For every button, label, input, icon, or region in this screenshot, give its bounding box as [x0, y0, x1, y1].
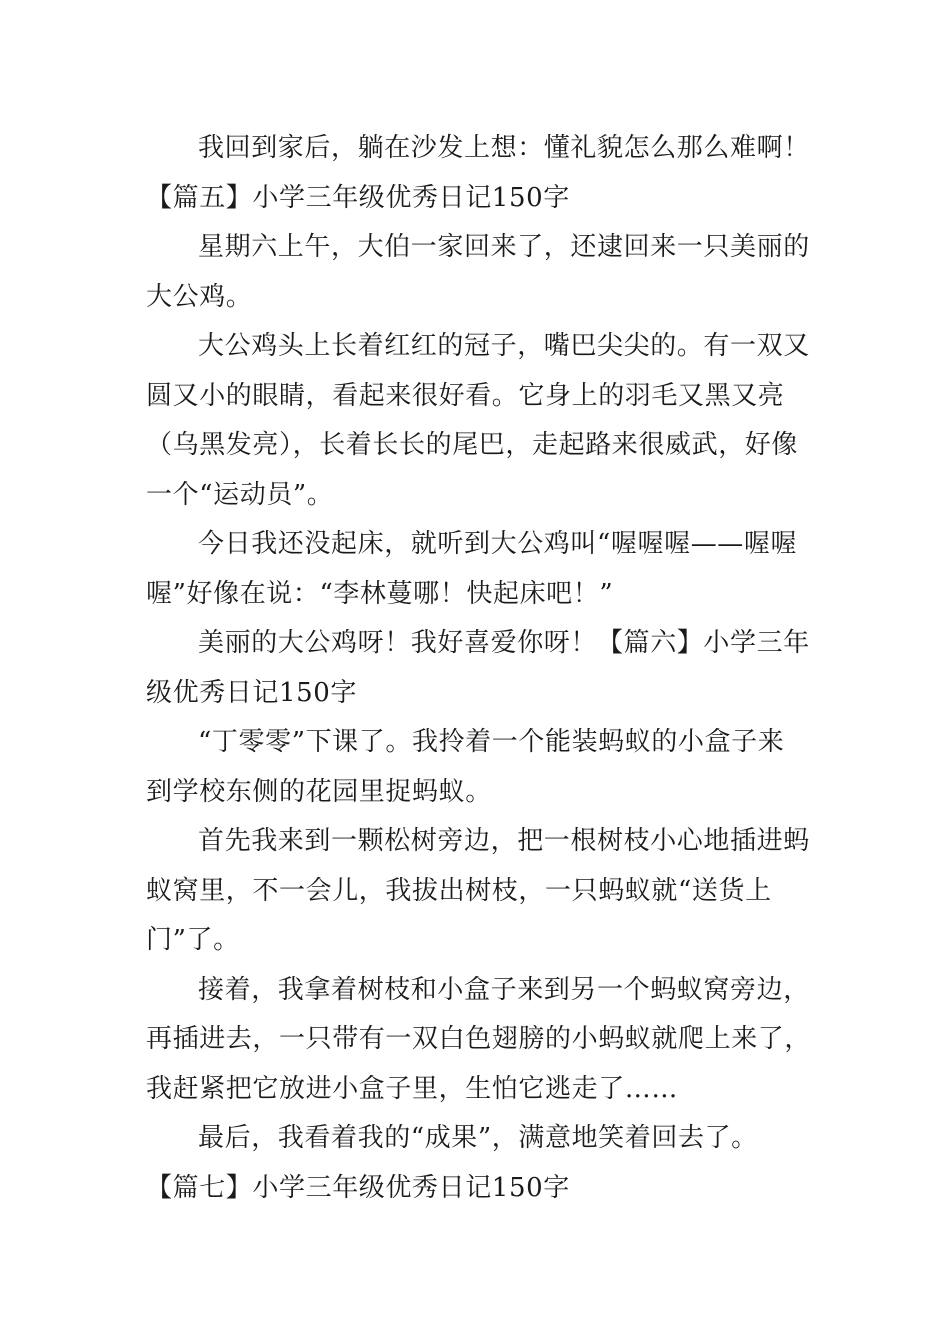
paragraph-line: 门”了。	[146, 925, 240, 955]
paragraph-line: 圆又小的眼睛，看起来很好看。它身上的羽毛又黑又亮	[146, 380, 785, 411]
document-body	[146, 124, 812, 1213]
paragraph-line: 星期六上午，大伯一家回来了，还逮回来一只美丽的	[198, 232, 810, 262]
paragraph-line: 蚁窝里，不一会儿，我拔出树枝，一只蚂蚁就“送货上	[146, 875, 772, 906]
paragraph-line: 今日我还没起床，就听到大公鸡叫“喔喔喔——喔喔	[198, 529, 798, 559]
paragraph-line: 大公鸡头上长着红红的冠子，嘴巴尖尖的。有一双又	[198, 331, 810, 361]
section-heading: 【篇五】小学三年级优秀日记150字	[146, 182, 570, 213]
paragraph-line: 一个“运动员”。	[146, 479, 334, 510]
paragraph-line: 再插进去，一只带有一双白色翅膀的小蚂蚁就爬上来了，	[146, 1024, 812, 1054]
paragraph-line: 喔”好像在说：“李林蔓哪！快起床吧！”	[146, 578, 614, 609]
paragraph-line: 大公鸡。	[146, 281, 253, 312]
paragraph-line: 美丽的大公鸡呀！我好喜爱你呀！【篇六】小学三年	[198, 628, 810, 658]
paragraph-line: 最后，我看着我的“成果”，满意地笑着回去了。	[198, 1123, 758, 1153]
section-heading: 【篇七】小学三年级优秀日记150字	[146, 1172, 570, 1203]
paragraph-line: 到学校东侧的花园里捉蚂蚁。	[146, 776, 492, 807]
paragraph-line: 我赶紧把它放进小盒子里，生怕它逃走了……	[146, 1073, 679, 1104]
paragraph-line: “丁零零”下课了。我拎着一个能装蚂蚁的小盒子来	[198, 727, 785, 757]
paragraph-line: 接着，我拿着树枝和小盒子来到另一个蚂蚁窝旁边，	[198, 974, 810, 1005]
paragraph-line: 级优秀日记150字	[146, 677, 358, 708]
paragraph-line: 我回到家后，躺在沙发上想：懂礼貌怎么那么难啊！	[198, 133, 810, 163]
paragraph-line: 首先我来到一颗松树旁边，把一根树枝小心地插进蚂	[198, 826, 810, 856]
paragraph-line: （乌黑发亮），长着长长的尾巴，走起路来很威武，好像	[146, 430, 799, 460]
